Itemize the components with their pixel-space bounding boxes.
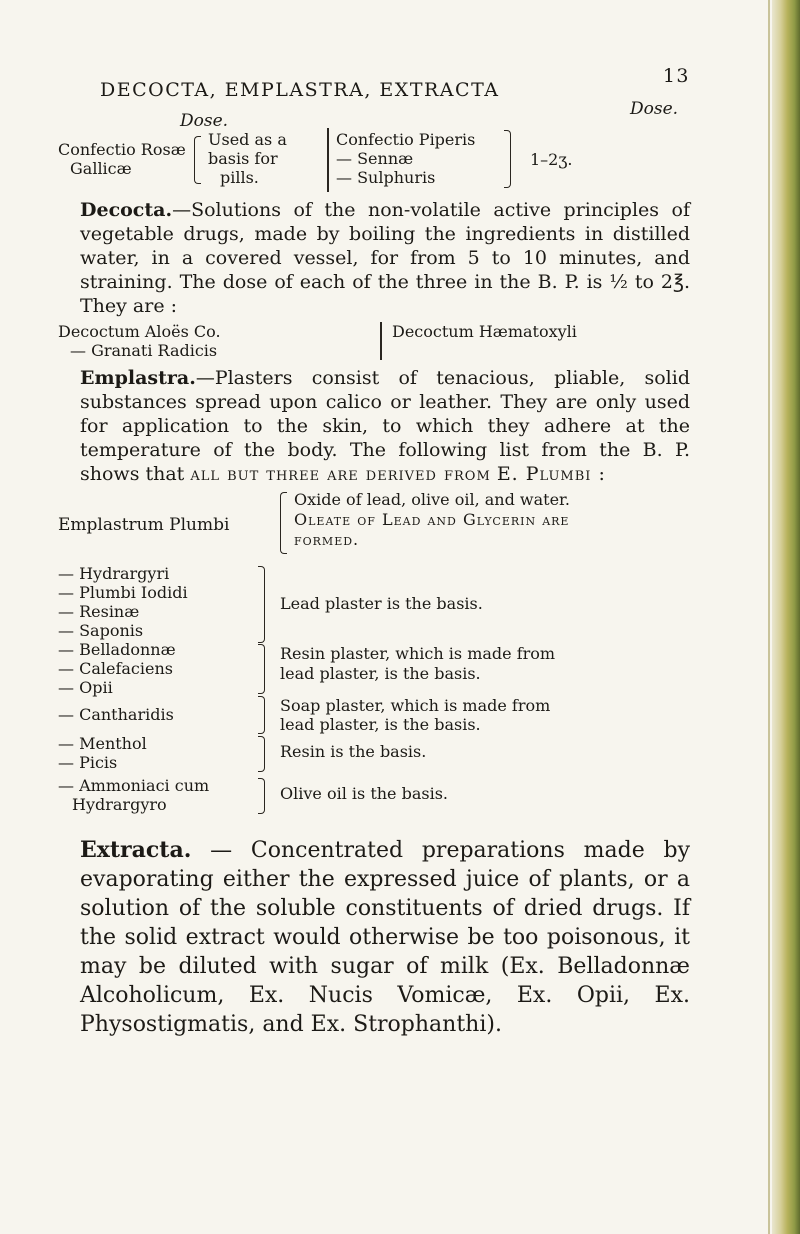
confectio-sennae: — Sennæ bbox=[336, 149, 414, 168]
decocta-divider bbox=[380, 322, 382, 360]
brace-soap bbox=[258, 696, 265, 734]
plaster-item: — Resinæ bbox=[58, 602, 140, 621]
plaster-item: — Picis bbox=[58, 753, 118, 772]
emplastra-caps-tail: E. Plumbi : bbox=[496, 463, 606, 485]
brace-resin-basis bbox=[258, 736, 265, 772]
note-olive: Olive oil is the basis. bbox=[280, 784, 449, 803]
decocta-heading: Decocta. bbox=[80, 199, 173, 221]
decoctum-aloes: Decoctum Aloës Co. bbox=[58, 322, 221, 341]
plaster-item: — Cantharidis bbox=[58, 705, 174, 724]
page-number: 13 bbox=[662, 65, 690, 87]
emplastrum-plumbi: Emplastrum Plumbi bbox=[58, 515, 230, 535]
plaster-item: — Plumbi Iodidi bbox=[58, 583, 188, 602]
plaster-item: — Belladonnæ bbox=[58, 640, 176, 659]
confectio-sulphuris: — Sulphuris bbox=[336, 168, 436, 187]
brace-left-dose bbox=[194, 136, 201, 184]
left-dose-1: Used as a bbox=[208, 130, 287, 149]
page-edge-line bbox=[768, 0, 770, 1234]
decocta-text: —Solutions of the non-volatile active principles of vegetable drugs, made by boiling the ingredients in distilled water, in a covered vessel, for from 5 to 10 minutes, and straining. The dose of each of the three in the B. P. is ½ to 2℥. They are : bbox=[80, 199, 690, 317]
dose-table bbox=[58, 90, 690, 198]
note-resin-basis: Resin is the basis. bbox=[280, 742, 427, 761]
emplastra-paragraph bbox=[80, 366, 690, 486]
note-resin-1: Resin plaster, which is made from bbox=[280, 644, 556, 663]
column-divider bbox=[327, 128, 329, 192]
running-head bbox=[80, 50, 690, 101]
plaster-item: Hydrargyro bbox=[72, 795, 167, 814]
confectio-piperis: Confectio Piperis bbox=[336, 130, 476, 149]
decocta-list bbox=[58, 318, 690, 366]
running-title: DECOCTA, EMPLASTRA, EXTRACTA bbox=[100, 79, 500, 101]
plaster-item: — Hydrargyri bbox=[58, 564, 170, 583]
dose-label-left: Dose. bbox=[180, 111, 229, 131]
extracta-text: — Concentrated preparations made by evaporating either the expressed juice of plants, or a solution of the soluble constituents of dried drugs. If the solid extract would otherwise be too poisonous, it may be diluted with sugar of milk (Ex. Belladonnæ Alcoholicum, Ex. Nucis Vomicæ, Ex. Opii, Ex. Physostigmatis, and Ex. Strophanthi). bbox=[80, 838, 690, 1037]
note-resin-2: lead plaster, is the basis. bbox=[280, 664, 481, 683]
emplastra-heading: Emplastra. bbox=[80, 367, 196, 389]
plaster-item: — Saponis bbox=[58, 621, 144, 640]
confectio-rosae: Confectio Rosæ bbox=[58, 140, 186, 159]
brace-lead bbox=[258, 566, 265, 643]
right-dose: 1–2ʒ. bbox=[530, 150, 573, 169]
note-lead: Lead plaster is the basis. bbox=[280, 594, 483, 613]
decocta-paragraph bbox=[80, 198, 690, 318]
brace-olive bbox=[258, 778, 265, 814]
brace-right-dose bbox=[504, 130, 511, 188]
plumbi-desc-1: Oxide of lead, olive oil, and water. bbox=[294, 490, 571, 509]
plumbi-desc-3: formed. bbox=[294, 530, 360, 549]
left-dose-3: pills. bbox=[220, 168, 259, 187]
left-dose-2: basis for bbox=[208, 149, 278, 168]
emplastra-text: —Plasters consist of tenacious, pliable, solid substances spread upon calico or leather. They are only used for application to the skin, to which they adhere at the temperature of the body. The following list from the B. P. shows that bbox=[80, 367, 690, 485]
plaster-item: — Calefaciens bbox=[58, 659, 173, 678]
plaster-item: — Menthol bbox=[58, 734, 147, 753]
decoctum-haematoxyli: Decoctum Hæmatoxyli bbox=[392, 322, 577, 341]
book-edge bbox=[772, 0, 800, 1234]
decoctum-granati: — Granati Radicis bbox=[70, 341, 218, 360]
dose-label-right: Dose. bbox=[630, 99, 679, 119]
confectio-rosae-gallicae: Gallicæ bbox=[70, 159, 132, 178]
plaster-item: — Opii bbox=[58, 678, 113, 697]
page bbox=[58, 50, 690, 1039]
plumbi-desc-2: Oleate of Lead and Glycerin are bbox=[294, 510, 570, 529]
note-soap-1: Soap plaster, which is made from bbox=[280, 696, 551, 715]
plaster-table bbox=[58, 486, 690, 896]
note-soap-2: lead plaster, is the basis. bbox=[280, 715, 481, 734]
brace-resin bbox=[258, 644, 265, 694]
brace-plumbi bbox=[280, 492, 287, 554]
plaster-item: — Ammoniaci cum bbox=[58, 776, 210, 795]
emplastra-caps: all but three are derived from bbox=[190, 463, 491, 485]
extracta-heading: Extracta. bbox=[80, 837, 192, 863]
